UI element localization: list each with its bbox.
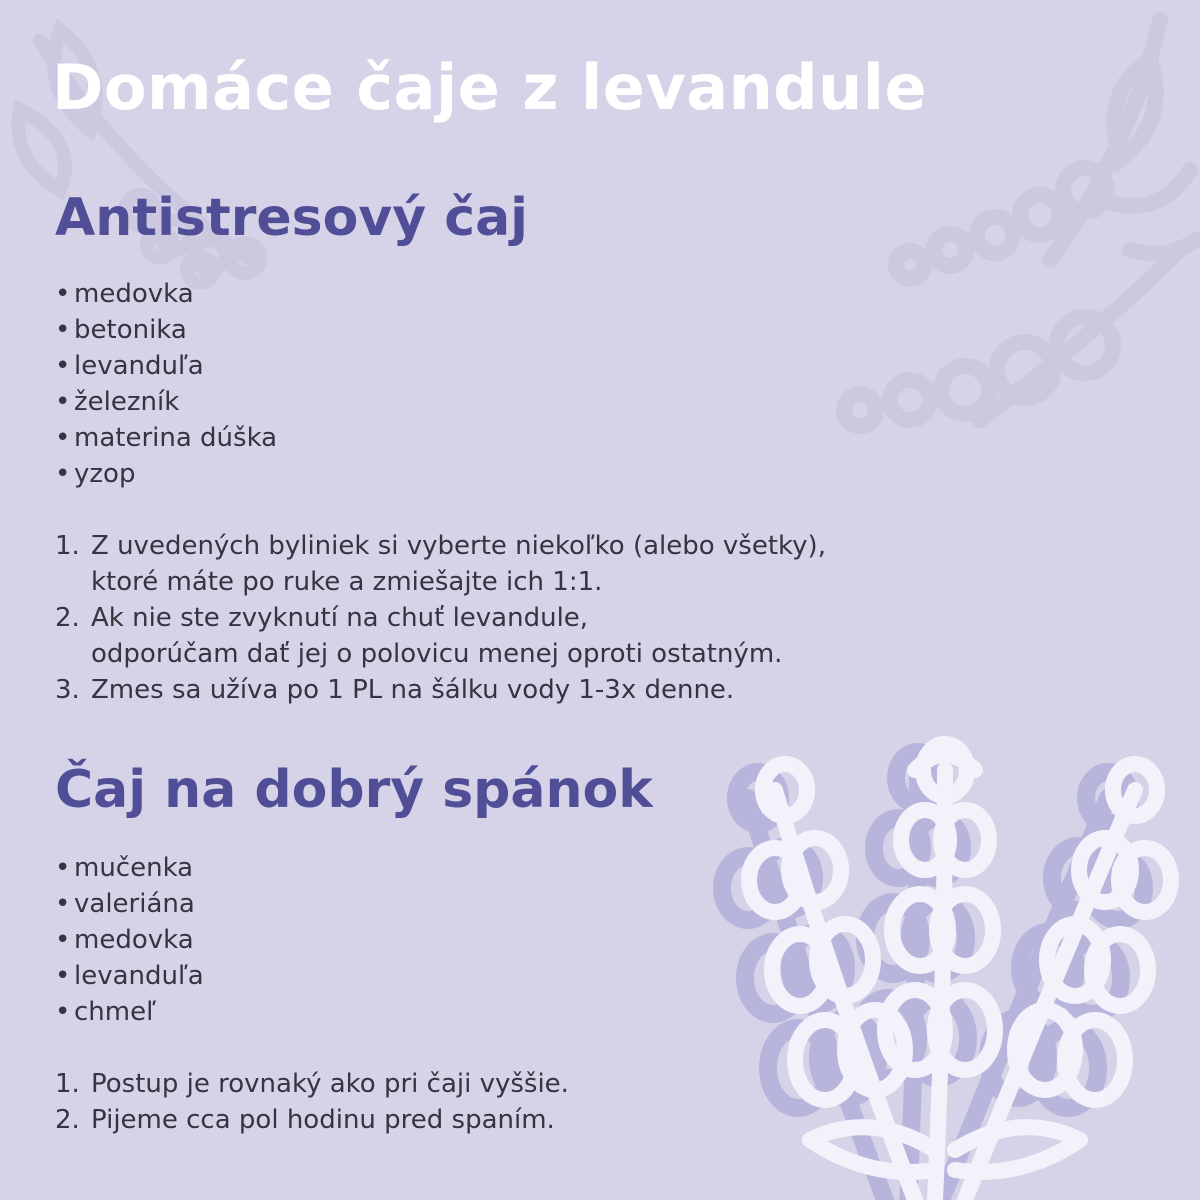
lavender-bouquet-illustration bbox=[700, 730, 1200, 1200]
steps-list-sleep bbox=[55, 1066, 569, 1138]
section-heading-antistress: Antistresový čaj bbox=[55, 188, 528, 248]
list-item: • levanduľa bbox=[55, 351, 204, 381]
list-item: • mučenka bbox=[55, 853, 194, 883]
step-item: 1. Postup je rovnaký ako pri čaji vyššie. bbox=[55, 1069, 569, 1099]
page-title: Domáce čaje z levandule bbox=[52, 51, 928, 124]
steps-list-antistress bbox=[55, 528, 826, 708]
list-item: • medovka bbox=[55, 925, 194, 955]
ingredient-list-antistress bbox=[55, 276, 277, 492]
list-item: • medovka bbox=[55, 279, 194, 309]
section-heading-sleep: Čaj na dobrý spánok bbox=[55, 760, 653, 820]
step-item: 2. Pijeme cca pol hodinu pred spaním. bbox=[55, 1105, 555, 1135]
list-item: • materina dúška bbox=[55, 423, 278, 453]
list-item: • valeriána bbox=[55, 889, 195, 919]
list-item: • železník bbox=[55, 387, 180, 417]
list-item: • yzop bbox=[55, 459, 136, 489]
list-item: • chmeľ bbox=[55, 997, 156, 1027]
step-item: 3. Zmes sa užíva po 1 PL na šálku vody 1-3x denne. bbox=[55, 675, 735, 705]
ingredient-list-sleep bbox=[55, 850, 204, 1030]
list-item: • levanduľa bbox=[55, 961, 204, 991]
list-item: • betonika bbox=[55, 315, 187, 345]
leaf-branch-decoration-top-left bbox=[0, 0, 320, 300]
step-item: 2. Ak nie ste zvyknutí na chuť levandule, odporúčam dať jej o polovicu menej oproti ostatným. bbox=[55, 603, 783, 669]
step-item: 1. Z uvedených byliniek si vyberte niekoľko (alebo všetky), ktoré máte po ruke a zmiešajte ich 1:1. bbox=[55, 531, 826, 597]
